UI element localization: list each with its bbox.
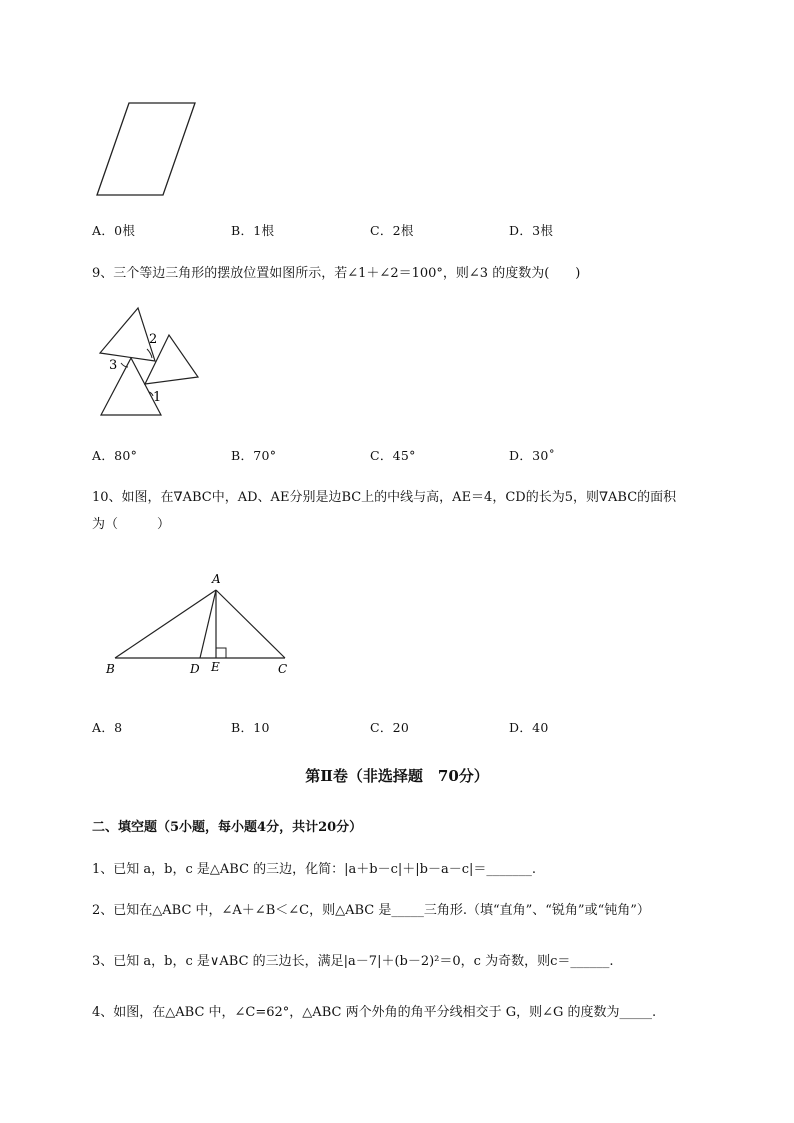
q10-option-d: D．40 [509,720,549,735]
q10-label-d: D [190,662,200,676]
right-angle-mark [216,648,226,658]
q10-label-c: C [278,662,288,676]
q9-text: 9、三个等边三角形的摆放位置如图所示，若∠1＋∠2＝100°，则∠3 的度数为( ) [92,266,581,281]
q9-option-d: D．30˚ [509,448,556,463]
q9-label-1: 1 [153,390,162,405]
section2-heading: 二、填空题（5小题，每小题4分，共计20分） [92,820,363,835]
q10-label-b: B [106,662,115,676]
q10-text-line1: 10、如图，在∇ABC中，AD、AE分别是边BC上的中线与高，AE＝4，CD的长为5，则∇ABC的面积 [92,490,677,505]
triangle-top [100,308,158,361]
q8-option-a: A．0根 [92,223,136,238]
parallelogram-shape [97,103,195,195]
q9-option-b: B．70° [231,448,277,463]
q10-label-a: A [212,572,221,586]
q10-option-a: A．8 [92,720,123,735]
part2-title: 第Ⅱ卷（非选择题 70分） [305,767,489,785]
fill-question-1: 1、已知 a，b，c 是△ABC 的三边，化简：|a＋b－c|＋|b－a－c|＝_______. [92,862,537,877]
q9-label-3: 3 [109,358,118,373]
q8-option-c: C．2根 [370,223,414,238]
q10-triangle-figure [100,568,300,680]
side-ab [115,590,216,658]
q10-label-e: E [211,660,220,674]
q10-option-b: B．10 [231,720,270,735]
q9-label-2: 2 [149,332,158,347]
q8-option-d: D．3根 [509,223,554,238]
q8-option-b: B．1根 [231,223,275,238]
fill-question-3: 3、已知 a，b，c 是∨ABC 的三边长，满足|a－7|＋(b－2)²＝0，c 为奇数，则c＝______. [92,954,614,969]
median-ad [200,590,216,658]
q9-option-a: A．80° [92,448,138,463]
parallelogram-figure [90,98,200,200]
fill-question-4: 4、如图，在△ABC 中，∠C=62°，△ABC 两个外角的角平分线相交于 G，则∠G 的度数为_____. [92,1005,657,1020]
fill-question-2: 2、已知在△ABC 中，∠A＋∠B＜∠C，则△ABC 是_____三角形.（填“直角”、“锐角”或“钝角”） [92,903,650,918]
q10-option-c: C．20 [370,720,410,735]
q9-option-c: C．45° [370,448,416,463]
q9-triangles-figure [95,305,205,420]
q10-text-line2: 为（ ） [92,517,171,532]
